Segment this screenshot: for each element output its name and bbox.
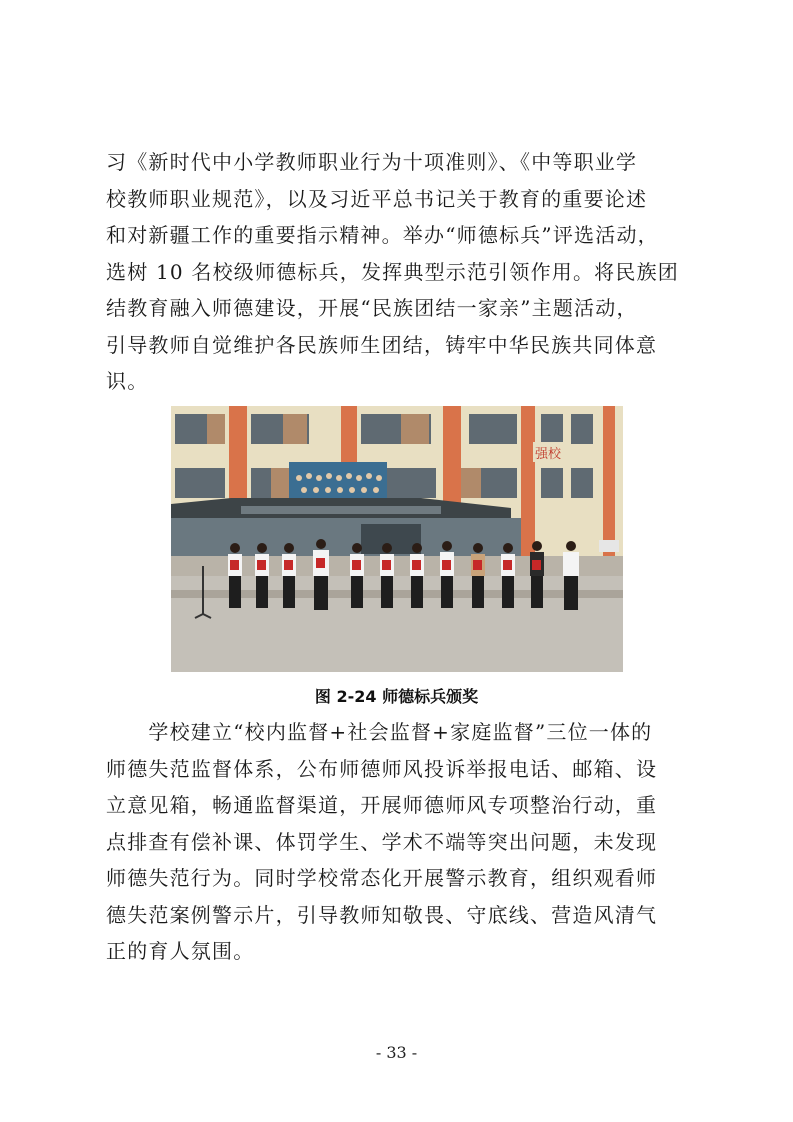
page-number: - 33 - [375,1043,418,1062]
text-line: 点排查有偿补课、体罚学生、学术不端等突出问题，未发现 [106,829,658,854]
text-line: 校教师职业规范》，以及习近平总书记关于教育的重要论述 [106,186,648,211]
award-photo-illustration [171,406,623,672]
text-line: 结教育融入师德建设，开展“民族团结一家亲”主题活动， [106,296,638,320]
text-line: 选树 10 名校级师德标兵，发挥典型示范引领作用。将民族团 [106,259,679,284]
text-line: 识。 [106,369,149,393]
paragraph-1 [106,144,688,400]
text-line: 立意见箱，畅通监督渠道，开展师德师风专项整治行动，重 [106,793,658,817]
text-line: 学校建立“校内监督+社会监督+家庭监督”三位一体的 [106,720,653,744]
text-line: 师德失范行为。同时学校常态化开展警示教育，组织观看师 [106,866,658,890]
building-sign: 强校 [534,447,562,462]
text-line: 习《新时代中小学教师职业行为十项准则》、《中等职业学 [106,150,638,174]
text-line: 师德失范监督体系，公布师德师风投诉举报电话、邮箱、设 [106,756,658,781]
text-line: 引导教师自觉维护各民族师生团结，铸牢中华民族共同体意 [106,332,658,357]
paragraph-2 [106,714,688,970]
text-line: 德失范案例警示片，引导教师知敬畏、守底线、营造风清气 [106,902,658,927]
award-photo [171,406,623,672]
figure-caption: 图 2-24 师德标兵颁奖 [314,687,479,706]
text-line: 正的育人氛围。 [106,939,255,963]
text-line: 和对新疆工作的重要指示精神。举办“师德标兵”评选活动， [106,223,659,247]
